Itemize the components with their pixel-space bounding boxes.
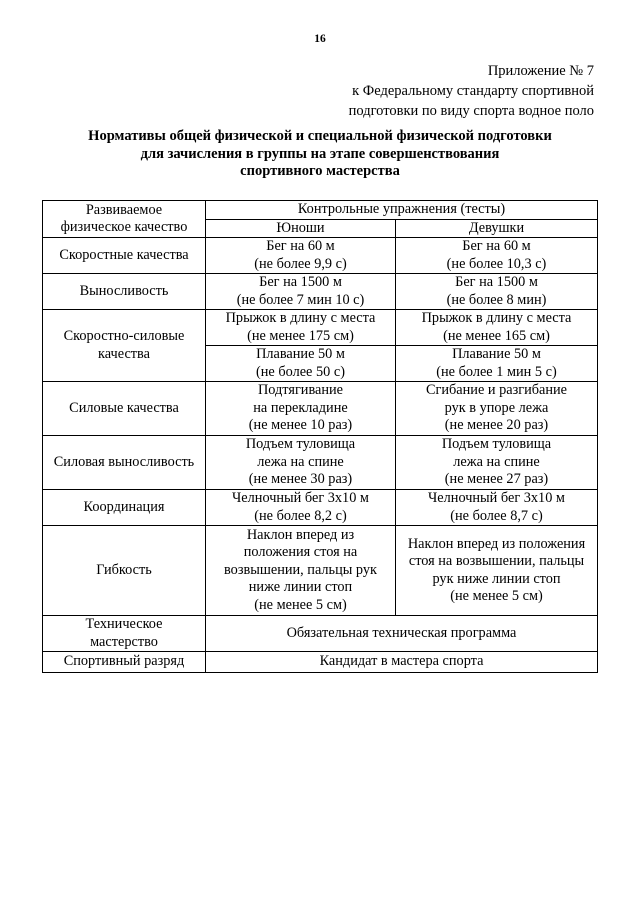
table-row	[43, 436, 598, 490]
girls-norm-cell: Бег на 1500 м (не более 8 мин)	[396, 274, 598, 310]
header-girls: Девушки	[396, 219, 598, 238]
title-line-3: спортивного мастерства	[240, 163, 400, 179]
table-row	[43, 526, 598, 616]
appendix-line-3: подготовки по виду спорта водное поло	[348, 103, 594, 119]
table-row	[43, 652, 598, 673]
appendix-line-2: к Федеральному стандарту спортивной	[352, 83, 594, 99]
boys-norm-cell: Прыжок в длину с места (не менее 175 см)	[206, 310, 396, 346]
header-boys: Юноши	[206, 219, 396, 238]
girls-norm-cell: Наклон вперед из положения стоя на возвышении, пальцы рук ниже линии стоп (не менее 5 см)	[396, 526, 598, 616]
header-tests: Контрольные упражнения (тесты)	[206, 201, 598, 220]
document-title	[0, 128, 640, 181]
quality-cell: Техническое мастерство	[43, 616, 206, 652]
girls-norm-cell: Бег на 60 м (не более 10,3 с)	[396, 238, 598, 274]
boys-norm-cell: Челночный бег 3х10 м (не более 8,2 с)	[206, 490, 396, 526]
girls-norm-cell: Подъем туловища лежа на спине (не менее 27 раз)	[396, 436, 598, 490]
girls-norm-cell: Сгибание и разгибание рук в упоре лежа (не менее 20 раз)	[396, 382, 598, 436]
quality-cell: Скоростные качества	[43, 238, 206, 274]
table-header-row	[43, 201, 598, 220]
appendix-line-1: Приложение № 7	[487, 63, 594, 79]
table-row	[43, 616, 598, 652]
title-line-1: Нормативы общей физической и специальной физической подготовки	[88, 128, 552, 144]
girls-norm-cell: Челночный бег 3х10 м (не более 8,7 с)	[396, 490, 598, 526]
quality-cell: Координация	[43, 490, 206, 526]
appendix-reference	[349, 61, 594, 121]
boys-norm-cell: Наклон вперед из положения стоя на возвышении, пальцы рук ниже линии стоп (не менее 5 см)	[206, 526, 396, 616]
page-number: 16	[314, 33, 326, 45]
quality-cell: Выносливость	[43, 274, 206, 310]
boys-norm-cell: Плавание 50 м (не более 50 с)	[206, 346, 396, 382]
quality-cell: Скоростно-силовые качества	[43, 310, 206, 382]
title-line-2: для зачисления в группы на этапе совершенствования	[140, 145, 500, 162]
boys-norm-cell: Бег на 1500 м (не более 7 мин 10 с)	[206, 274, 396, 310]
girls-norm-cell: Плавание 50 м (не более 1 мин 5 с)	[396, 346, 598, 382]
quality-cell: Силовая выносливость	[43, 436, 206, 490]
norms-table	[42, 200, 598, 673]
technical-program-cell: Обязательная техническая программа	[206, 616, 598, 652]
table-row	[43, 274, 598, 310]
table-row	[43, 310, 598, 346]
quality-cell: Спортивный разряд	[43, 652, 206, 673]
boys-norm-cell: Бег на 60 м (не более 9,9 с)	[206, 238, 396, 274]
table-row	[43, 238, 598, 274]
header-quality: Развиваемое физическое качество	[43, 201, 206, 238]
sport-rank-cell: Кандидат в мастера спорта	[206, 652, 598, 673]
boys-norm-cell: Подтягивание на перекладине (не менее 10 раз)	[206, 382, 396, 436]
boys-norm-cell: Подъем туловища лежа на спине (не менее 30 раз)	[206, 436, 396, 490]
quality-cell: Силовые качества	[43, 382, 206, 436]
quality-cell: Гибкость	[43, 526, 206, 616]
table-row	[43, 382, 598, 436]
girls-norm-cell: Прыжок в длину с места (не менее 165 см)	[396, 310, 598, 346]
table-row	[43, 490, 598, 526]
